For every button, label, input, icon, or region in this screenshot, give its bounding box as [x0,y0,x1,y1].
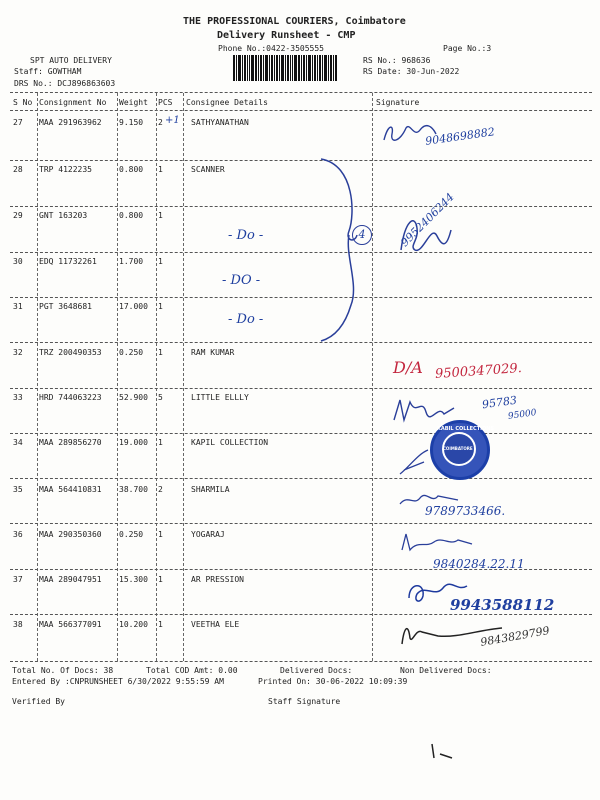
row-consignee: KAPIL COLLECTION [191,438,269,447]
verified-by: Verified By [12,697,65,706]
row-weight: 15.300 [119,575,148,584]
header-rule-bottom [10,110,592,111]
row-consignment: MAA 566377091 [39,620,102,629]
row-weight: 0.250 [119,530,144,539]
table-row [10,165,592,211]
col-pcs: PCS [158,98,173,107]
ditto-30: - DO - [222,273,261,288]
table-row [10,118,592,164]
phone-38: 9843829799 [479,624,551,649]
col-signature: Signature [376,98,420,107]
row-weight: 0.250 [119,348,144,357]
col-consignee: Consignee Details [186,98,268,107]
phone-35: 9789733466. [425,504,506,518]
phone-36: 9840284.22.11 [433,557,525,571]
stamp-top-text: KABIL COLLECTIONS [437,426,495,432]
non-delivered-docs: Non Delivered Docs: [400,666,492,675]
row-consignment: EDQ 11732261 [39,257,97,266]
row-divider [10,342,592,343]
row-consignment: MAA 291963962 [39,118,102,127]
table-row [10,211,592,257]
row-pcs: 5 [158,393,163,402]
row-weight: 0.800 [119,165,144,174]
phone-37: 9943588112 [450,596,555,614]
phone-number: Phone No.:0422-3505555 [218,44,324,53]
row-weight: 9.150 [119,118,144,127]
row-sno: 30 [13,257,23,266]
rs-date: RS Date: 30-Jun-2022 [363,67,460,76]
row-weight: 10.200 [119,620,148,629]
row-sno: 34 [13,438,23,447]
rs-number: RS No.: 968636 [363,56,431,65]
row-divider [10,388,592,389]
pcs-note: +1 [165,115,180,126]
company-stamp [430,420,495,480]
row-pcs: 1 [158,575,163,584]
row-divider [10,297,592,298]
brace-bracket [315,155,365,345]
row-consignment: GNT 163203 [39,211,88,220]
row-sno: 31 [13,302,23,311]
total-docs: Total No. Of Docs: 38 [12,666,114,675]
phone-33a: 95783 [481,393,518,412]
row-consignee: VEETHA ELE [191,620,240,629]
delivered-docs: Delivered Docs: [280,666,353,675]
row-sno: 38 [13,620,23,629]
row-consignee: SATHYANATHAN [191,118,249,127]
row-consignee: LITTLE ELLLY [191,393,249,402]
row-consignment: HRD 744063223 [39,393,102,402]
row-pcs: 1 [158,348,163,357]
row-weight: 1.700 [119,257,144,266]
row-consignee: RAM KUMAR [191,348,235,357]
row-divider [10,252,592,253]
row-consignee: AR PRESSION [191,575,244,584]
row-weight: 17.000 [119,302,148,311]
row-consignment: MAA 289047951 [39,575,102,584]
row-divider [10,160,592,161]
ditto-29: - Do - [228,228,264,243]
stamp-center-text: COIMBATORE [443,446,473,451]
row-divider [10,206,592,207]
row-pcs: 1 [158,438,163,447]
row-sno: 37 [13,575,23,584]
row-divider [10,523,592,524]
ditto-31: - Do - [228,312,264,327]
page-number: Page No.:3 [443,44,492,53]
row-pcs: 1 [158,530,163,539]
row-pcs: 1 [158,211,163,220]
row-weight: 0.800 [119,211,144,220]
row-pcs: 1 [158,257,163,266]
signature-36 [398,530,478,556]
dia-label: D/A [393,358,423,377]
row-sno: 36 [13,530,23,539]
row-consignment: MAA 564410831 [39,485,102,494]
row-divider [10,478,592,479]
row-divider [10,614,592,615]
row-consignee: SCANNER [191,165,225,174]
row-pcs: 1 [158,165,163,174]
row-consignment: TRZ 200490353 [39,348,102,357]
col-sno: S No [13,98,33,107]
row-consignee: SHARMILA [191,485,230,494]
row-consignment: MAA 290350360 [39,530,102,539]
row-pcs: 1 [158,620,163,629]
row-sno: 35 [13,485,23,494]
row-consignment: MAA 289856270 [39,438,102,447]
phone-29: 9952406244 [398,190,457,250]
row-weight: 38.700 [119,485,148,494]
col-weight: Weight [119,98,148,107]
row-sno: 28 [13,165,23,174]
row-sno: 32 [13,348,23,357]
phone-33b: 95000 [507,408,538,422]
phone-32: 9500347029. [434,360,523,383]
entered-by: Entered By :CNPRUNSHEET 6/30/2022 9:55:59 AM [12,677,224,686]
row-consignee: YOGARAJ [191,530,225,539]
row-weight: 52.900 [119,393,148,402]
barcode [233,55,355,81]
row-consignment: TRP 4122235 [39,165,92,174]
runsheet-subtitle: Delivery Runsheet - CMP [217,30,356,41]
phone-27: 9048698882 [424,125,496,148]
header-rule-top [10,92,592,93]
printed-on: Printed On: 30-06-2022 10:09:39 [258,677,408,686]
row-pcs: 2 [158,485,163,494]
row-consignment: PGT 3648681 [39,302,92,311]
delivery-type: SPT AUTO DELIVERY [30,56,112,65]
stray-mark [428,742,468,762]
total-cod: Total COD Amt: 0.00 [146,666,238,675]
row-sno: 27 [13,118,23,127]
count-circle: 4 [352,225,372,245]
row-pcs: 2 [158,118,163,127]
row-pcs: 1 [158,302,163,311]
row-weight: 19.000 [119,438,148,447]
company-title: THE PROFESSIONAL COURIERS, Coimbatore [183,16,406,27]
staff-signature: Staff Signature [268,697,341,706]
staff-name: Staff: GOWTHAM [14,67,82,76]
col-consignment: Consignment No [39,98,107,107]
table-rule-bottom [10,661,592,662]
row-divider [10,433,592,434]
drs-number: DRS No.: DCJ896863603 [14,79,116,88]
row-sno: 29 [13,211,23,220]
row-sno: 33 [13,393,23,402]
